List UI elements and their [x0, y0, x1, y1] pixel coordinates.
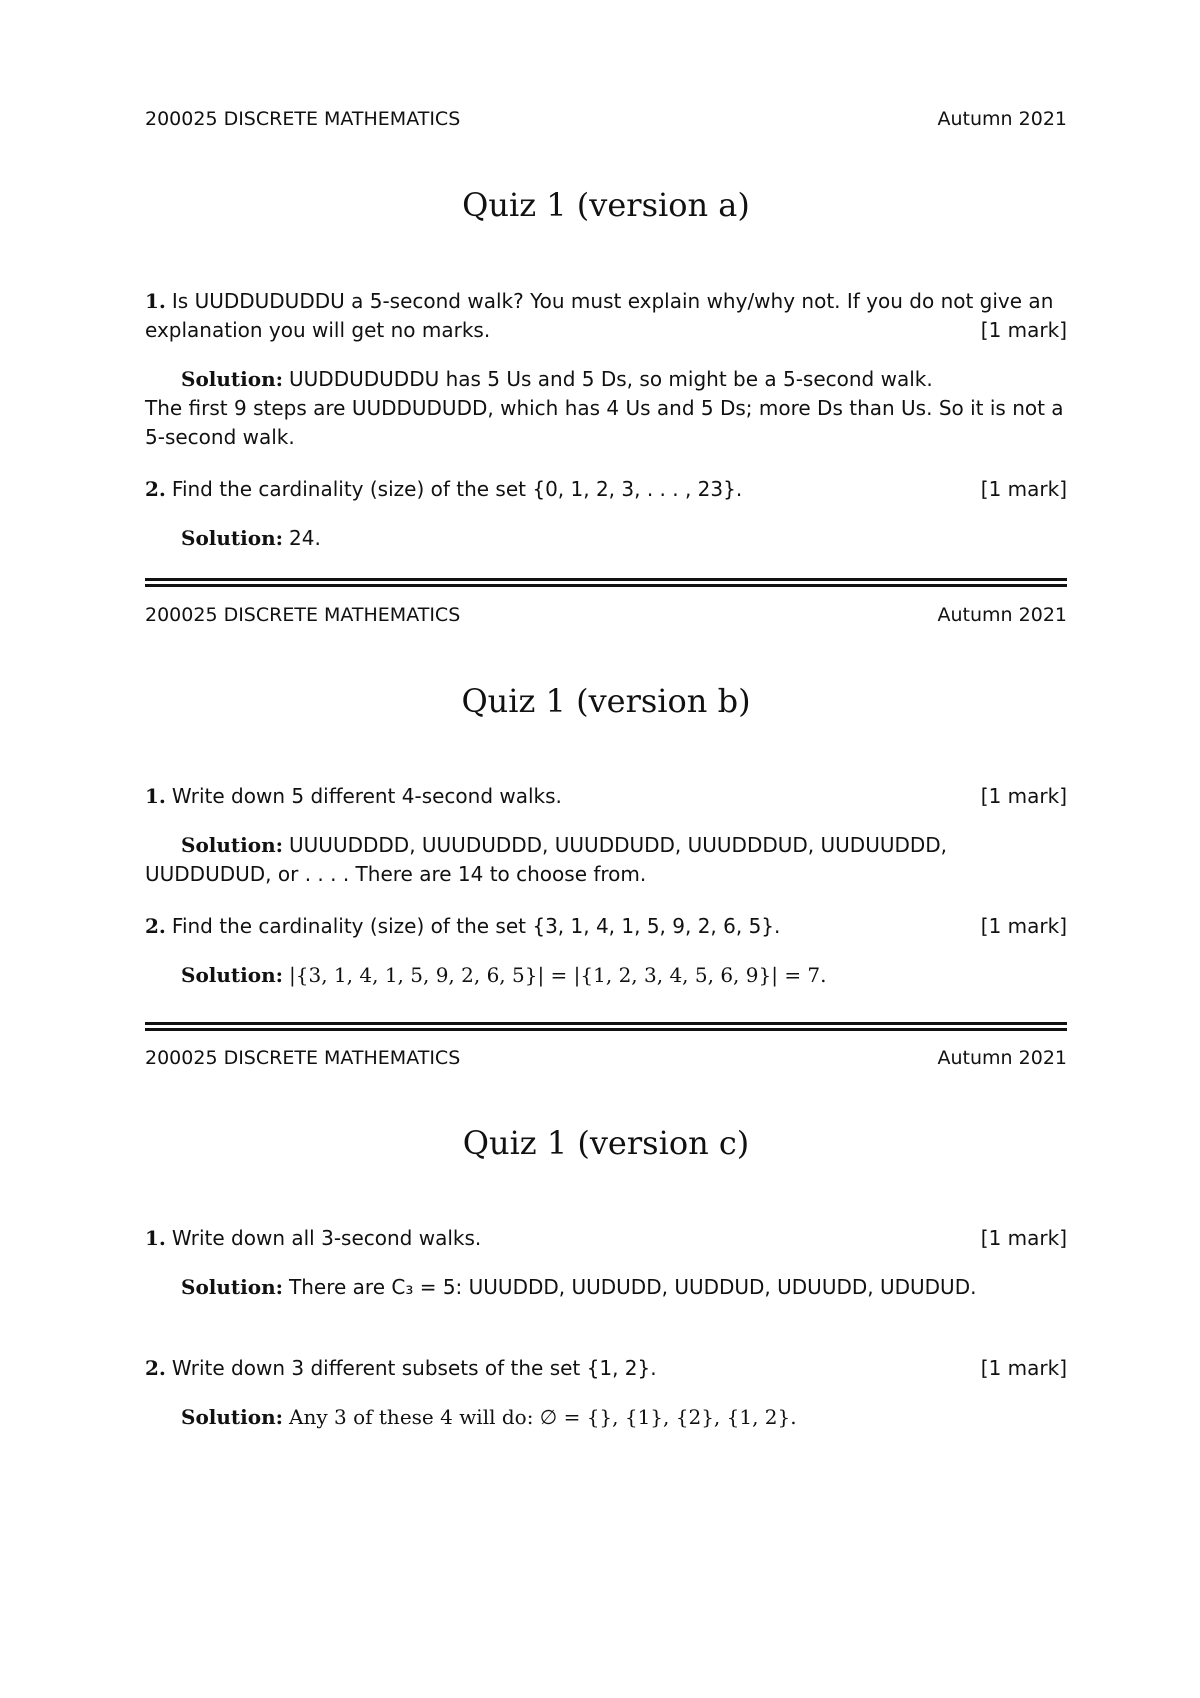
question-number: 2.: [145, 477, 166, 501]
question-2-b: [145, 912, 1067, 941]
header-version-c: [145, 1047, 1067, 1069]
solution-text: UUDDUDUDDU has 5 Us and 5 Ds, so might be a 5-second walk.: [289, 367, 933, 391]
term: Autumn 2021: [937, 1047, 1067, 1069]
solution-text: There are C₃ = 5: UUUDDD, UUDUDD, UUDDUD, UDUUDD, UDUDUD.: [289, 1275, 977, 1299]
question-text: Write down all 3-second walks.: [171, 1226, 482, 1250]
question-number: 1.: [145, 1226, 166, 1250]
solution-2-c: [145, 1403, 1067, 1432]
course-name: 200025 DISCRETE MATHEMATICS: [145, 604, 461, 626]
solution-2-a: [145, 524, 1067, 553]
mark-value: [1 mark]: [980, 1226, 1067, 1250]
question-text: Find the cardinality (size) of the set {0, 1, 2, 3, . . . , 23}.: [171, 477, 743, 501]
solution-label: Solution:: [181, 833, 284, 857]
solution-label: Solution:: [181, 963, 284, 987]
course-name: 200025 DISCRETE MATHEMATICS: [145, 1047, 461, 1069]
term: Autumn 2021: [937, 604, 1067, 626]
mark-value: [1 mark]: [980, 1356, 1067, 1380]
solution-1-b: [145, 831, 1067, 889]
quiz-title-c: Quiz 1 (version c): [462, 1124, 750, 1162]
solution-1-c: [145, 1273, 1067, 1302]
solution-2-b: [145, 961, 1067, 990]
header-version-a: [145, 108, 1067, 130]
question-number: 2.: [145, 1356, 166, 1380]
quiz-title-b: Quiz 1 (version b): [461, 682, 751, 720]
question-number: 1.: [145, 784, 166, 808]
header-version-b: [145, 604, 1067, 626]
question-number: 1.: [145, 289, 166, 313]
solution-text: UUUUDDDD, UUUDUDDD, UUUDDUDD, UUUDDDUD, UUDUUDDD, UUDDUDUD, or . . . . There are 14 to choose from.: [145, 833, 948, 886]
solution-label: Solution:: [181, 367, 284, 391]
solution-label: Solution:: [181, 1275, 284, 1299]
question-1-a: [145, 287, 1067, 345]
question-text: Write down 3 different subsets of the set {1, 2}.: [171, 1356, 657, 1380]
question-2-a: [145, 475, 1067, 504]
section-divider: [145, 1022, 1067, 1031]
question-2-c: [145, 1354, 1067, 1383]
solution-text: 24.: [289, 526, 321, 550]
quiz-title-a: Quiz 1 (version a): [462, 186, 750, 224]
mark-value: [1 mark]: [980, 318, 1067, 342]
solution-continuation: The first 9 steps are UUDDUDUDD, which has 4 Us and 5 Ds; more Ds than Us. So it is not a 5-second walk.: [145, 396, 1064, 449]
section-divider: [145, 578, 1067, 587]
mark-value: [1 mark]: [980, 477, 1067, 501]
solution-label: Solution:: [181, 526, 284, 550]
mark-value: [1 mark]: [980, 914, 1067, 938]
solution-text: |{3, 1, 4, 1, 5, 9, 2, 6, 5}| = |{1, 2, 3, 4, 5, 6, 9}| = 7.: [289, 963, 827, 987]
question-number: 2.: [145, 914, 166, 938]
question-1-c: [145, 1224, 1067, 1253]
question-text: Is UUDDUDUDDU a 5-second walk? You must explain why/why not. If you do not give an explanation you will get no marks.: [145, 289, 1054, 342]
mark-value: [1 mark]: [980, 784, 1067, 808]
question-text: Write down 5 different 4-second walks.: [171, 784, 562, 808]
solution-1-a: [145, 365, 1067, 452]
course-name: 200025 DISCRETE MATHEMATICS: [145, 108, 461, 130]
question-1-b: [145, 782, 1067, 811]
solution-label: Solution:: [181, 1405, 284, 1429]
solution-text: Any 3 of these 4 will do: ∅ = {}, {1}, {2}, {1, 2}.: [289, 1405, 797, 1429]
term: Autumn 2021: [937, 108, 1067, 130]
question-text: Find the cardinality (size) of the set {3, 1, 4, 1, 5, 9, 2, 6, 5}.: [171, 914, 781, 938]
